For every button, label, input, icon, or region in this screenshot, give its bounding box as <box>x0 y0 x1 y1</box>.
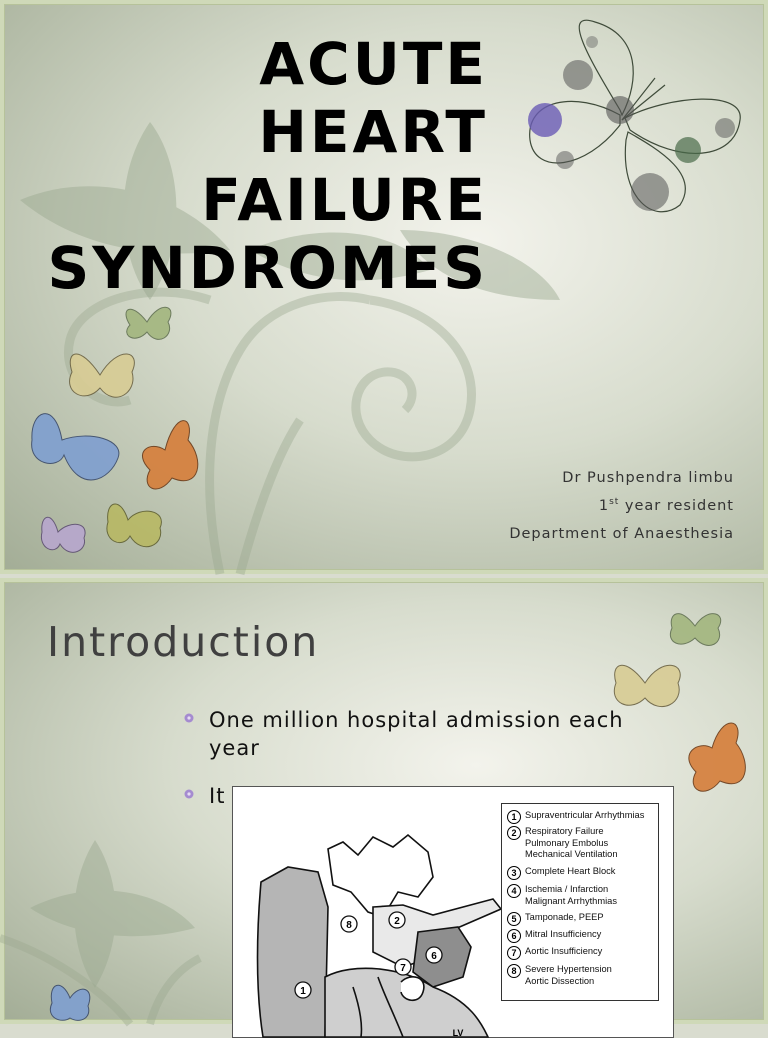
butterfly-icon <box>70 354 135 397</box>
introduction-slide <box>0 578 768 1038</box>
legend-item <box>507 946 655 960</box>
legend-text: Complete Heart Block <box>525 866 616 876</box>
author-name: Dr Pushpendra limbu <box>562 470 734 486</box>
legend-item <box>507 810 655 824</box>
legend-text: Supraventricular Arrhythmias <box>525 810 645 820</box>
diagram-legend <box>501 803 659 1001</box>
legend-text: Mechanical Ventilation <box>525 849 618 860</box>
diagram-label: 1 <box>300 986 306 997</box>
role-rest: year resident <box>619 498 734 514</box>
slide-title <box>47 30 488 302</box>
butterfly-icon <box>32 414 119 480</box>
role-suffix: st <box>609 497 620 508</box>
legend-item <box>507 929 655 943</box>
diagram-label: LV <box>452 1028 464 1038</box>
legend-item <box>507 826 655 861</box>
legend-number: 8 <box>507 964 521 978</box>
legend-number: 6 <box>507 929 521 943</box>
butterfly-icon <box>41 517 85 552</box>
legend-number: 3 <box>507 866 521 880</box>
legend-number: 2 <box>507 826 521 840</box>
legend-text: Aortic Dissection <box>525 975 595 986</box>
legend-item <box>507 912 655 926</box>
diagram-label: 8 <box>346 920 352 931</box>
butterfly-icon <box>50 985 89 1020</box>
diagram-label: 6 <box>431 951 437 962</box>
title-line: ACUTE <box>259 30 488 98</box>
butterfly-icon <box>107 504 162 547</box>
legend-text: Ischemia / Infarction <box>525 884 609 894</box>
list-item <box>184 706 624 762</box>
title-line: HEART <box>258 98 488 166</box>
legend-number: 5 <box>507 912 521 926</box>
legend-number: 4 <box>507 884 521 898</box>
title-line: SYNDROMES <box>47 234 488 302</box>
slide-heading: Introduction <box>47 618 320 666</box>
legend-text: Aortic Insufficiency <box>525 946 603 956</box>
legend-item <box>507 866 655 880</box>
author-role <box>509 492 734 520</box>
diagram-label: 2 <box>394 916 400 927</box>
presenter-info <box>509 464 734 548</box>
butterfly-icon <box>142 421 197 489</box>
legend-number: 7 <box>507 946 521 960</box>
role-number: 1 <box>598 498 610 514</box>
heart-diagram-figure <box>232 786 674 1038</box>
bullet-text: One million hospital admission each year <box>209 708 624 760</box>
department: Department of Anaesthesia <box>509 526 734 542</box>
title-line: FAILURE <box>201 166 488 234</box>
bullet-flower-icon <box>184 713 194 723</box>
diagram-label: 7 <box>400 963 406 974</box>
legend-text: Respiratory Failure <box>525 826 604 836</box>
butterfly-icon <box>614 665 680 706</box>
butterfly-icon <box>689 723 746 791</box>
bullet-flower-icon <box>184 789 194 799</box>
legend-text: Pulmonary Embolus <box>525 837 609 848</box>
legend-text: Severe Hypertension <box>525 964 612 974</box>
legend-text: Tamponade, PEEP <box>525 912 604 922</box>
legend-text: Mitral Insufficiency <box>525 929 602 939</box>
legend-number: 1 <box>507 810 521 824</box>
butterfly-icon <box>126 307 171 339</box>
bullet-text: It <box>209 784 226 808</box>
legend-text: Malignant Arrhythmias <box>525 895 617 906</box>
butterfly-icon <box>670 614 720 646</box>
legend-item <box>507 964 655 987</box>
legend-item <box>507 884 655 907</box>
